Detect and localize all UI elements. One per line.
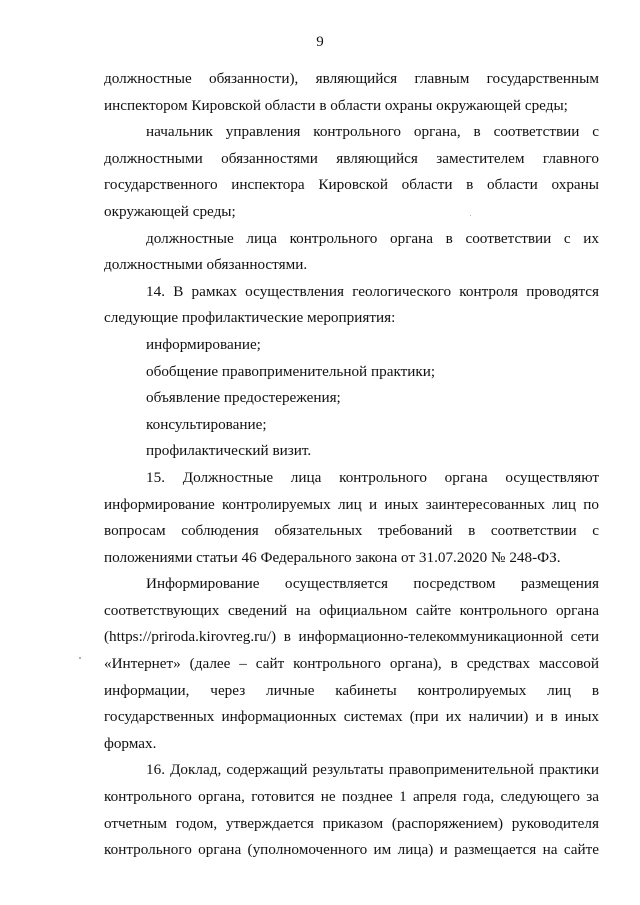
paragraph-head-of-department: начальник управления контрольного органа, в соответствии с должностными обязанностями являющийся заместителем главного государственного инспектора Кировской области в области охраны окружающей среды; <box>104 123 599 220</box>
paragraph-inspector-role: должностные обязанности), являющийся главным государственным инспектором Кировской области в области охраны окружающей среды; <box>104 70 599 114</box>
paragraph-item-15: 15. Должностные лица контрольного органа осуществляют информирование контролируемых лиц и иных заинтересованных лиц по вопросам соблюдения обязательных требований в соответствии с положениями статьи 46 Федерального закона от 31.07.2020 № 248-ФЗ. <box>104 468 599 566</box>
scan-speck <box>470 215 471 216</box>
list-item: консультирование; <box>146 415 267 433</box>
list-item: информирование; <box>146 335 261 353</box>
list-item: объявление предостережения; <box>146 389 341 407</box>
document-body <box>104 66 599 864</box>
list-item: обобщение правоприменительной практики; <box>146 362 436 380</box>
paragraph-informing: Информирование осуществляется посредством размещения соответствующих сведений на официальном сайте контрольного органа (https://priroda.kirovreg.ru/) в информационно-телекоммуникационной сети «Интернет» (далее – сайт контрольного органа), в средствах массовой информации, через личные кабинеты контролируемых лиц в государственных информационных системах (при их наличии) и в иных формах. <box>104 575 599 752</box>
scan-speck <box>79 657 81 659</box>
paragraph-item-14: 14. В рамках осуществления геологического контроля проводятся следующие профилактические мероприятия: <box>104 282 599 327</box>
paragraph-item-16: 16. Доклад, содержащий результаты правоприменительной практики контрольного органа, готовится не позднее 1 апреля года, следующего за отчетным годом, утверждается приказом (распоряжением) руководителя контрольного органа (уполномоченного им лица) и размещается на сайте <box>104 761 599 859</box>
paragraph-officials: должностные лица контрольного органа в соответствии с их должностными обязанностями. <box>104 229 599 274</box>
list-item: профилактический визит. <box>146 442 312 460</box>
prevention-measures-list <box>104 332 599 465</box>
page-number: 9 <box>316 34 324 50</box>
